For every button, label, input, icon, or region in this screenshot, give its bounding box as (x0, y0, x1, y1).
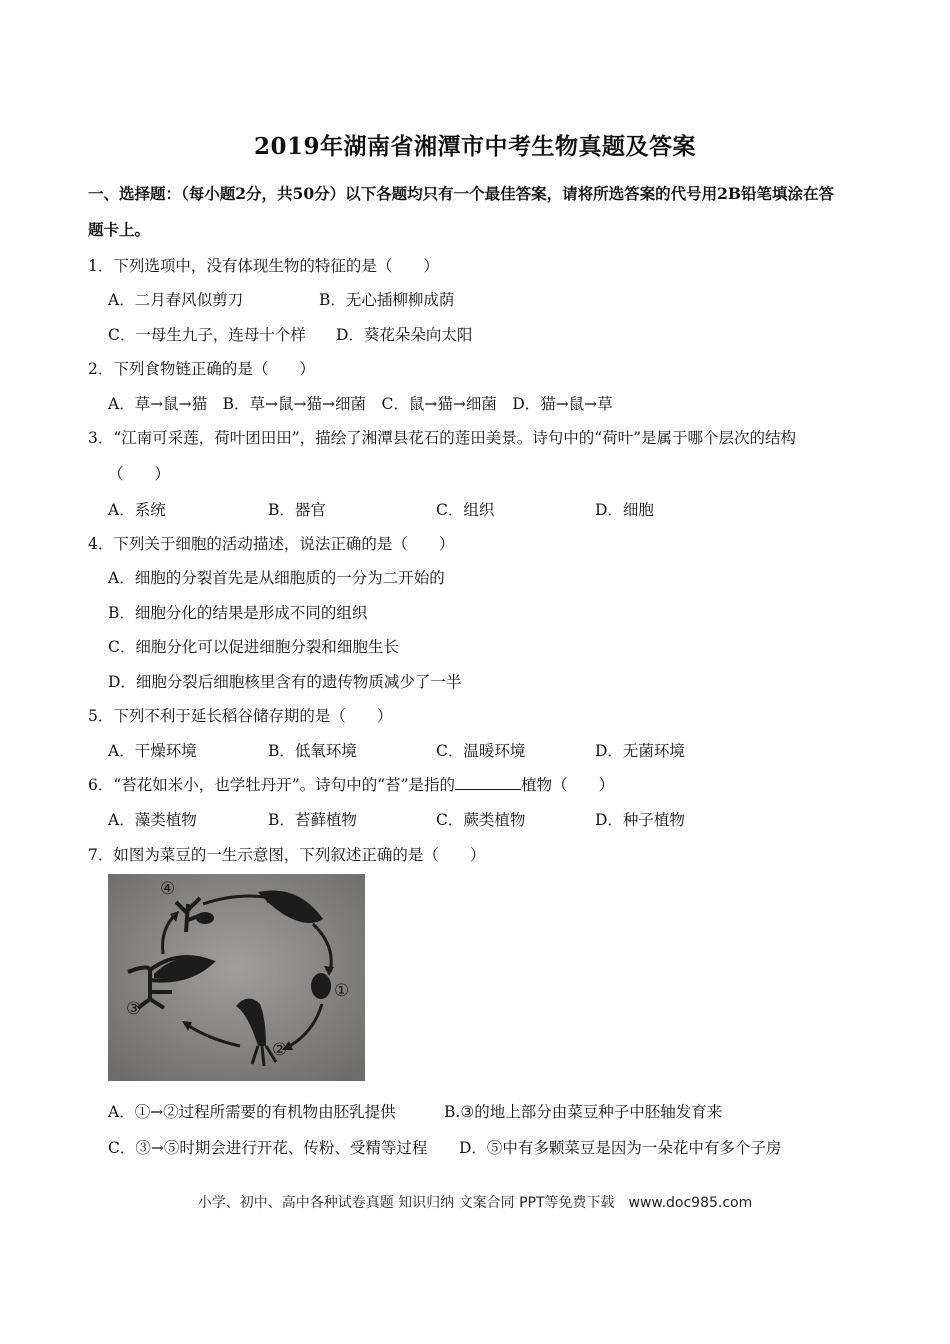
page-footer: 小学、初中、高中各种试卷真题 知识归纳 文案合同 PPT等免费下载 www.doc985.com (197, 1195, 753, 1211)
question-5-stem: 5．下列不利于延长稻谷储存期的是（ ） (88, 707, 393, 725)
question-4-option-b: B．细胞分化的结果是形成不同的组织 (108, 604, 368, 622)
question-2-options: A．草→鼠→猫 B．草→鼠→猫→细菌 C．鼠→猫→细菌 D．猫→鼠→草 (108, 395, 613, 413)
question-1-option-d: D．葵花朵朵向太阳 (336, 326, 473, 344)
label-stage-1: ① (334, 981, 350, 1001)
page-title: 2019年湖南省湘潭市中考生物真题及答案 (253, 133, 696, 160)
section-instructions-line1: 一、选择题：（每小题2分，共50分）以下各题均只有一个最佳答案，请将所选答案的代号用2B铅笔填涂在答 (88, 184, 834, 203)
label-stage-3: ③ (126, 999, 142, 1019)
question-1-option-b: B．无心插柳柳成荫 (319, 291, 455, 309)
question-2-stem: 2．下列食物链正确的是（ ） (88, 360, 315, 378)
question-3-option-b: B．器官 (268, 501, 326, 519)
question-7-option-a: A．①→②过程所需要的有机物由胚乳提供 (108, 1103, 396, 1121)
question-6-option-c: C．蕨类植物 (436, 811, 526, 829)
question-4-option-d: D．细胞分裂后细胞核里含有的遗传物质减少了一半 (108, 673, 462, 691)
label-stage-2: ② (272, 1040, 288, 1060)
bean-life-cycle-figure (108, 874, 365, 1081)
question-7-stem: 7．如图为菜豆的一生示意图，下列叙述正确的是（ ） (88, 846, 486, 864)
label-stage-4: ④ (160, 879, 176, 899)
question-6-blank (455, 775, 521, 790)
stage-4-leaf (196, 912, 214, 924)
question-4-option-c: C．细胞分化可以促进细胞分裂和细胞生长 (108, 638, 399, 656)
question-4-stem: 4．下列关于细胞的活动描述，说法正确的是（ ） (88, 535, 455, 553)
question-5-option-a: A．干燥环境 (108, 742, 197, 760)
question-1-option-a: A．二月春风似剪刀 (108, 291, 244, 309)
question-3-option-c: C．组织 (436, 501, 495, 519)
question-5-option-c: C．温暖环境 (436, 742, 526, 760)
question-1-option-c: C．一母生九子，连母十个样 (108, 326, 306, 344)
label-stage-5: ⑤ (284, 893, 300, 913)
question-3-option-d: D．细胞 (595, 501, 654, 519)
question-7-option-d: D．⑤中有多颗菜豆是因为一朵花中有多个子房 (459, 1139, 782, 1157)
question-6-stem-part1: 6．“苔花如米小，也学牡丹开”。诗句中的“苔”是指的 (88, 776, 456, 794)
question-6-option-d: D．种子植物 (595, 811, 685, 829)
question-6-stem (88, 775, 614, 795)
question-7-option-c: C．③→⑤时期会进行开花、传粉、受精等过程 (108, 1139, 428, 1157)
question-5-option-d: D．无菌环境 (595, 742, 685, 760)
question-1-stem: 1．下列选项中，没有体现生物的特征的是（ ） (88, 257, 439, 275)
bean-life-cycle-diagram (108, 874, 365, 1081)
question-3-stem: 3．“江南可采莲，荷叶团田田”，描绘了湘潭县花石的莲田美景。诗句中的“荷叶”是属于哪个层次的结构 (88, 429, 797, 447)
question-6-option-b: B．苔藓植物 (268, 811, 357, 829)
question-3-option-a: A．系统 (108, 501, 166, 519)
stage-1-seed (311, 973, 331, 999)
question-4-option-a: A．细胞的分裂首先是从细胞质的一分为二开始的 (108, 569, 445, 587)
question-5-option-b: B．低氧环境 (268, 742, 357, 760)
question-6-stem-part2: 植物（ ） (521, 776, 615, 794)
question-7-option-b: B.③的地上部分由菜豆种子中胚轴发育来 (444, 1103, 723, 1121)
section-instructions-line2: 题卡上。 (88, 220, 151, 239)
question-3-stem-paren: （ ） (108, 465, 171, 483)
question-6-option-a: A．藻类植物 (108, 811, 197, 829)
